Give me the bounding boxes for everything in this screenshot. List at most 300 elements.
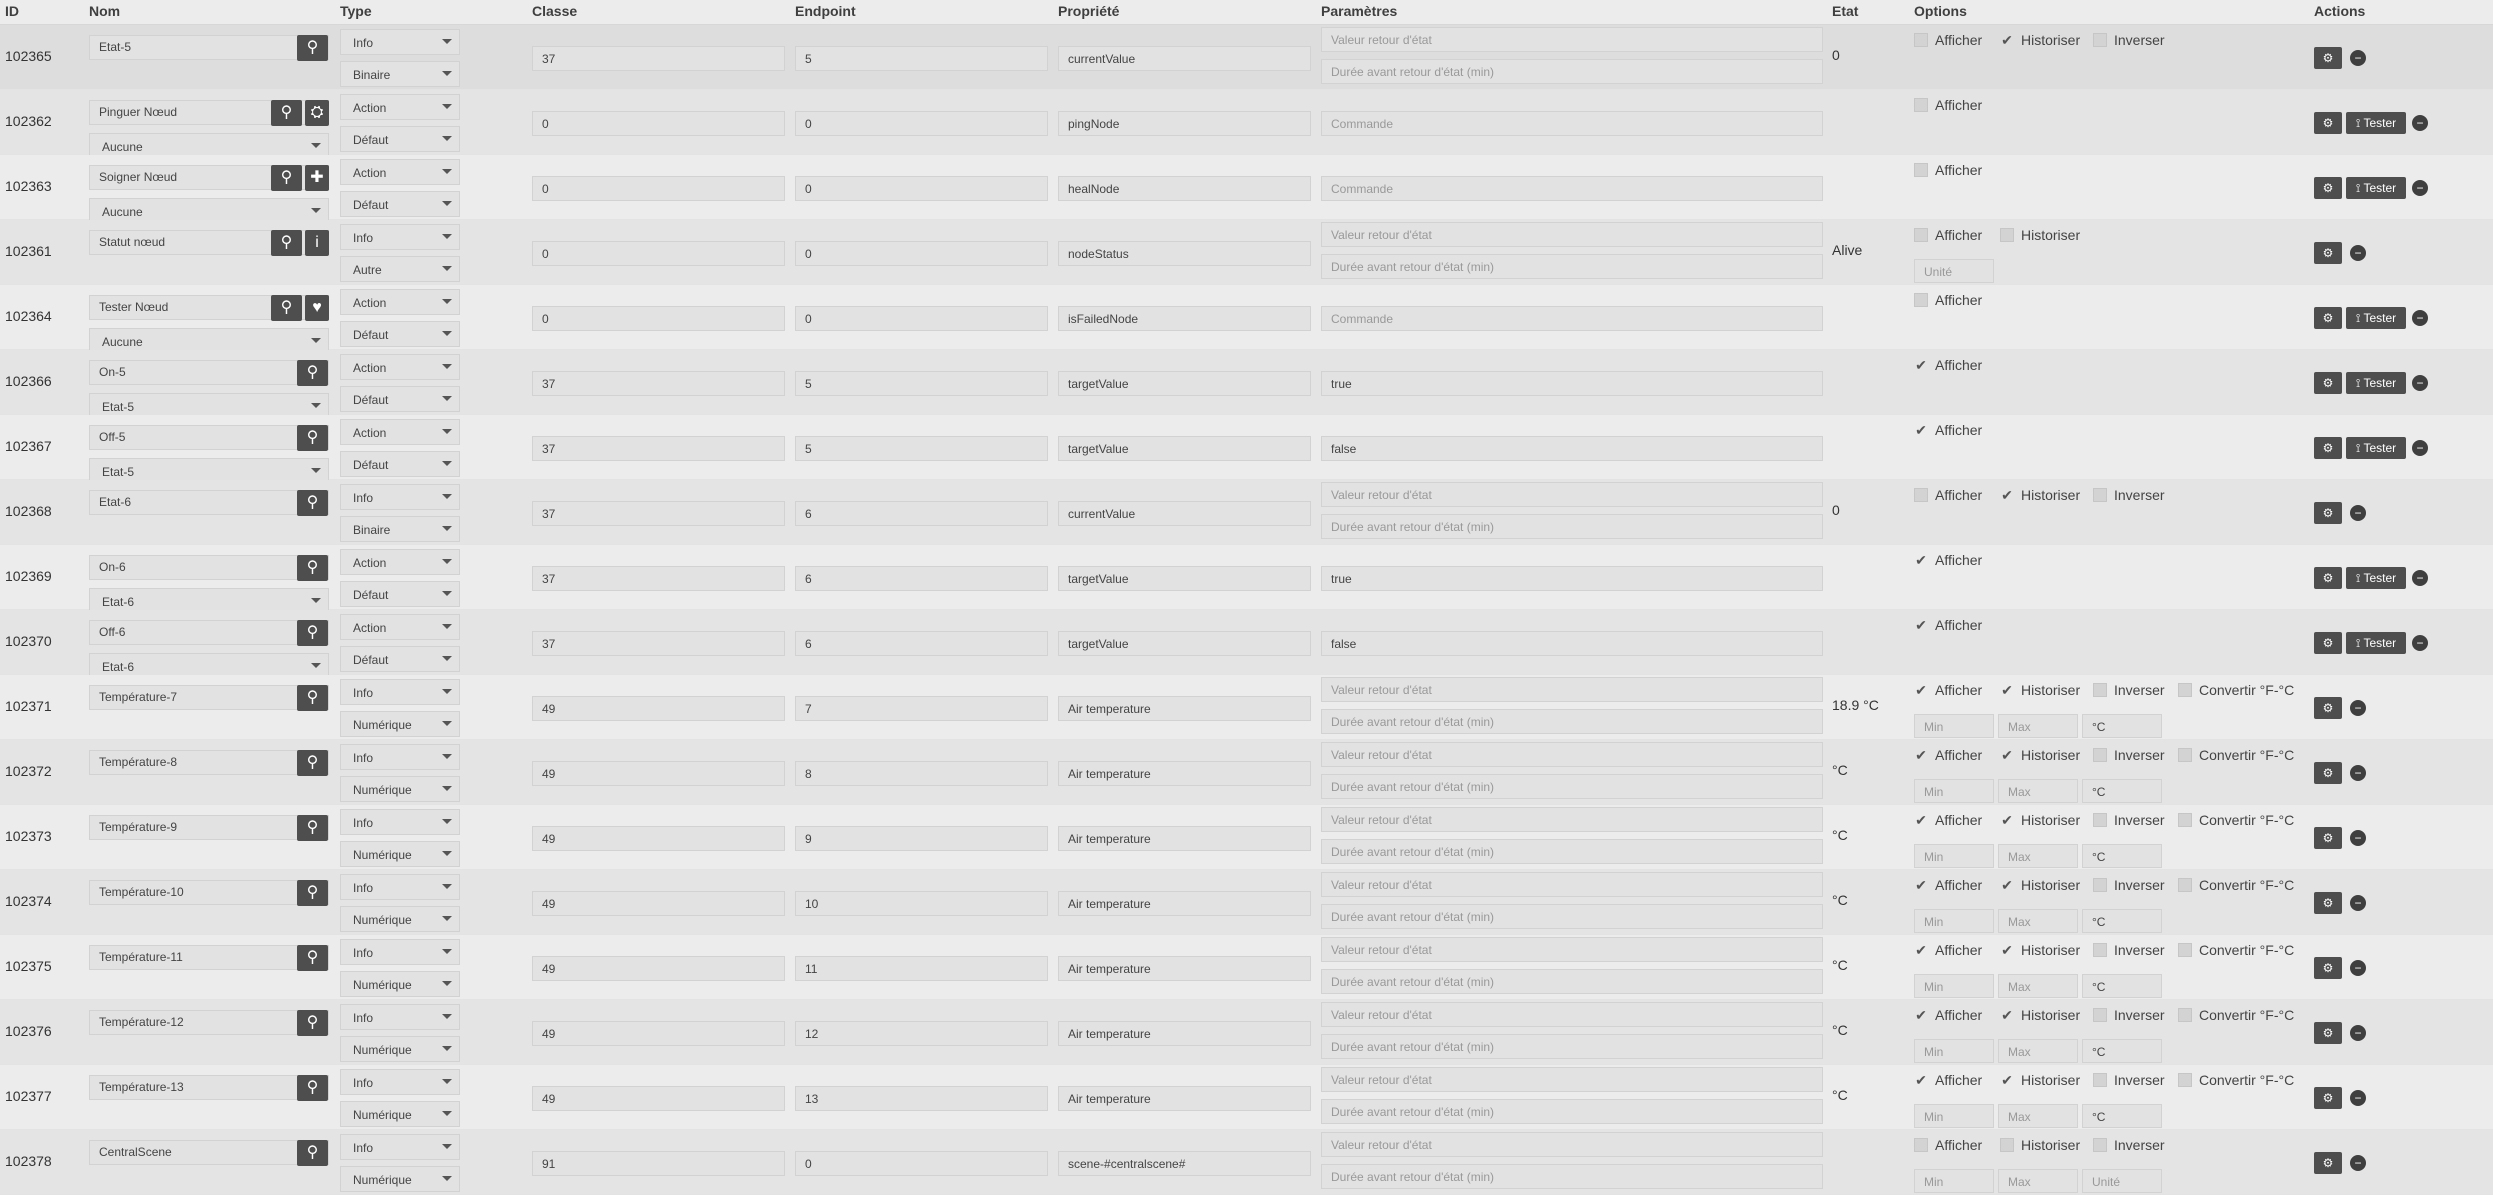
configure-button[interactable]: ⚙	[2314, 632, 2342, 654]
commande-input[interactable]: Commande	[1321, 176, 1823, 201]
propriete-input[interactable]: Air temperature	[1058, 696, 1311, 721]
name-input[interactable]: Off-6	[89, 620, 329, 645]
valeur-retour-input[interactable]: Valeur retour d'état	[1321, 222, 1823, 247]
cmd-id: 102369	[5, 568, 52, 584]
unit-input[interactable]: °C	[2082, 1104, 2162, 1128]
remove-icon[interactable]: −	[2412, 180, 2428, 196]
subtype-select[interactable]: Numérique	[340, 1036, 460, 1062]
header-classe: Classe	[532, 3, 578, 19]
max-input[interactable]: Max	[1998, 1169, 2078, 1193]
test-button[interactable]: ⟟ Tester	[2346, 112, 2406, 134]
option-afficher[interactable]: ✔ Afficher	[1915, 942, 1983, 958]
configure-button[interactable]: ⚙	[2314, 892, 2342, 914]
valeur-retour-input[interactable]: Valeur retour d'état	[1321, 937, 1823, 962]
select-icon-button[interactable]: ⚲	[297, 360, 328, 386]
test-button[interactable]: ⟟ Tester	[2346, 372, 2406, 394]
type-select[interactable]: Action	[340, 354, 460, 380]
classe-input[interactable]: 37	[532, 631, 785, 656]
type-select[interactable]: Info	[340, 874, 460, 900]
name-input[interactable]: CentralScene	[89, 1140, 329, 1165]
name-input[interactable]: Température-11	[89, 945, 329, 970]
test-button[interactable]: ⟟ Tester	[2346, 567, 2406, 589]
max-input[interactable]: Max	[1998, 1039, 2078, 1063]
classe-input[interactable]: 0	[532, 241, 785, 266]
duree-retour-input[interactable]: Durée avant retour d'état (min)	[1321, 969, 1823, 994]
option-historiser[interactable]: ✔ Historiser	[2001, 747, 2081, 763]
select-icon-button[interactable]: ⚲	[271, 100, 302, 126]
type-select[interactable]: Info	[340, 1134, 460, 1160]
type-select[interactable]: Action	[340, 289, 460, 315]
duree-retour-input[interactable]: Durée avant retour d'état (min)	[1321, 839, 1823, 864]
name-input[interactable]: Pinguer Nœud	[89, 100, 329, 125]
valeur-retour-input[interactable]: Valeur retour d'état	[1321, 27, 1823, 52]
parametre-input[interactable]: false	[1321, 436, 1823, 461]
select-icon-button[interactable]: ⚲	[297, 750, 328, 776]
name-input[interactable]: Température-9	[89, 815, 329, 840]
option-convertir[interactable]: Convertir °F-°C	[2178, 1007, 2294, 1023]
remove-icon[interactable]: −	[2412, 570, 2428, 586]
table-row	[0, 805, 2493, 870]
option-afficher[interactable]: Afficher	[1914, 162, 1982, 178]
option-afficher[interactable]: Afficher	[1914, 227, 1982, 243]
select-icon-button[interactable]: ⚲	[297, 1140, 328, 1166]
endpoint-input[interactable]: 5	[795, 46, 1048, 71]
value-select[interactable]: Aucune	[89, 198, 329, 224]
option-afficher[interactable]: ✔ Afficher	[1915, 1072, 1983, 1088]
endpoint-input[interactable]: 13	[795, 1086, 1048, 1111]
remove-icon[interactable]: −	[2412, 375, 2428, 391]
remove-icon[interactable]: −	[2412, 635, 2428, 651]
header-actions: Actions	[2314, 3, 2366, 19]
subtype-select[interactable]: Numérique	[340, 971, 460, 997]
option-inverser[interactable]: Inverser	[2093, 812, 2165, 828]
propriete-input[interactable]: pingNode	[1058, 111, 1311, 136]
min-input[interactable]: Min	[1914, 1169, 1994, 1193]
propriete-input[interactable]: Air temperature	[1058, 1021, 1311, 1046]
propriete-input[interactable]: nodeStatus	[1058, 241, 1311, 266]
parametre-input[interactable]: true	[1321, 566, 1823, 591]
checkbox-icon	[2178, 683, 2192, 697]
propriete-input[interactable]: Air temperature	[1058, 826, 1311, 851]
configure-button[interactable]: ⚙	[2314, 1087, 2342, 1109]
propriete-input[interactable]: Air temperature	[1058, 956, 1311, 981]
classe-input[interactable]: 37	[532, 566, 785, 591]
checkbox-icon	[2000, 1138, 2014, 1152]
valeur-retour-input[interactable]: Valeur retour d'état	[1321, 1002, 1823, 1027]
select-icon-button[interactable]: ⚲	[297, 685, 328, 711]
name-input[interactable]: Température-8	[89, 750, 329, 775]
min-input[interactable]: Min	[1914, 779, 1994, 803]
remove-icon[interactable]: −	[2350, 830, 2366, 846]
propriete-input[interactable]: targetValue	[1058, 566, 1311, 591]
endpoint-input[interactable]: 6	[795, 631, 1048, 656]
unit-input[interactable]: °C	[2082, 779, 2162, 803]
commande-input[interactable]: Commande	[1321, 306, 1823, 331]
configure-button[interactable]: ⚙	[2314, 1152, 2342, 1174]
value-select[interactable]: Aucune	[89, 133, 329, 159]
table-row	[0, 545, 2493, 610]
duree-retour-input[interactable]: Durée avant retour d'état (min)	[1321, 254, 1823, 279]
option-afficher[interactable]: ✔ Afficher	[1915, 422, 1983, 438]
test-button[interactable]: ⟟ Tester	[2346, 632, 2406, 654]
option-afficher[interactable]: ✔ Afficher	[1915, 682, 1983, 698]
subtype-select[interactable]: Défaut	[340, 451, 460, 477]
type-select[interactable]: Info	[340, 744, 460, 770]
value-select[interactable]: Aucune	[89, 328, 329, 354]
max-input[interactable]: Max	[1998, 779, 2078, 803]
subtype-select[interactable]: Défaut	[340, 386, 460, 412]
endpoint-input[interactable]: 9	[795, 826, 1048, 851]
select-icon-button[interactable]: ⚲	[271, 295, 302, 321]
classe-input[interactable]: 0	[532, 176, 785, 201]
valeur-retour-input[interactable]: Valeur retour d'état	[1321, 742, 1823, 767]
option-afficher[interactable]: ✔ Afficher	[1915, 877, 1983, 893]
cmd-id: 102361	[5, 243, 52, 259]
select-icon-button[interactable]: ⚲	[271, 165, 302, 191]
name-input[interactable]: Température-12	[89, 1010, 329, 1035]
unit-input[interactable]: °C	[2082, 714, 2162, 738]
subtype-select[interactable]: Défaut	[340, 191, 460, 217]
duree-retour-input[interactable]: Durée avant retour d'état (min)	[1321, 709, 1823, 734]
endpoint-input[interactable]: 0	[795, 241, 1048, 266]
heartbeat-icon[interactable]: ♥	[305, 295, 329, 321]
configure-button[interactable]: ⚙	[2314, 1022, 2342, 1044]
classe-input[interactable]: 49	[532, 1086, 785, 1111]
checkbox-icon	[2178, 943, 2192, 957]
subtype-select[interactable]: Numérique	[340, 711, 460, 737]
value-select[interactable]: Etat-5	[89, 458, 329, 484]
endpoint-input[interactable]: 5	[795, 371, 1048, 396]
table-row	[0, 1130, 2493, 1195]
max-input[interactable]: Max	[1998, 974, 2078, 998]
subtype-select[interactable]: Défaut	[340, 126, 460, 152]
table-header	[0, 0, 2493, 25]
unit-input[interactable]: °C	[2082, 1039, 2162, 1063]
select-icon-button[interactable]: ⚲	[271, 230, 302, 256]
subtype-select[interactable]: Numérique	[340, 776, 460, 802]
cmd-id: 102376	[5, 1023, 52, 1039]
option-inverser[interactable]: Inverser	[2093, 942, 2165, 958]
classe-input[interactable]: 37	[532, 436, 785, 461]
propriete-input[interactable]: Air temperature	[1058, 1086, 1311, 1111]
option-inverser[interactable]: Inverser	[2093, 1007, 2165, 1023]
endpoint-input[interactable]: 7	[795, 696, 1048, 721]
endpoint-input[interactable]: 0	[795, 306, 1048, 331]
option-afficher[interactable]: Afficher	[1914, 487, 1982, 503]
duree-retour-input[interactable]: Durée avant retour d'état (min)	[1321, 59, 1823, 84]
classe-input[interactable]: 37	[532, 371, 785, 396]
subtype-select[interactable]: Binaire	[340, 516, 460, 542]
option-afficher[interactable]: ✔ Afficher	[1915, 357, 1983, 373]
endpoint-input[interactable]: 0	[795, 111, 1048, 136]
name-input[interactable]: Soigner Nœud	[89, 165, 329, 190]
option-afficher[interactable]: Afficher	[1914, 97, 1982, 113]
option-inverser[interactable]: Inverser	[2093, 32, 2165, 48]
unit-input[interactable]: °C	[2082, 974, 2162, 998]
classe-input[interactable]: 37	[532, 501, 785, 526]
min-input[interactable]: Min	[1914, 1104, 1994, 1128]
option-historiser[interactable]: ✔ Historiser	[2001, 877, 2081, 893]
min-input[interactable]: Min	[1914, 844, 1994, 868]
subtype-select[interactable]: Numérique	[340, 1101, 460, 1127]
sitemap-icon[interactable]: ⛭	[305, 100, 329, 126]
subtype-select[interactable]: Défaut	[340, 321, 460, 347]
option-historiser[interactable]: Historiser	[2000, 1137, 2080, 1153]
configure-button[interactable]: ⚙	[2314, 697, 2342, 719]
duree-retour-input[interactable]: Durée avant retour d'état (min)	[1321, 1164, 1823, 1189]
propriete-input[interactable]: currentValue	[1058, 501, 1311, 526]
propriete-input[interactable]: targetValue	[1058, 631, 1311, 656]
propriete-input[interactable]: targetValue	[1058, 436, 1311, 461]
unit-input[interactable]: Unité	[1914, 259, 1994, 283]
check-icon: ✔	[2001, 812, 2013, 828]
commande-input[interactable]: Commande	[1321, 111, 1823, 136]
min-input[interactable]: Min	[1914, 974, 1994, 998]
option-convertir[interactable]: Convertir °F-°C	[2178, 747, 2294, 763]
valeur-retour-input[interactable]: Valeur retour d'état	[1321, 1067, 1823, 1092]
select-icon-button[interactable]: ⚲	[297, 815, 328, 841]
option-historiser[interactable]: ✔ Historiser	[2001, 682, 2081, 698]
name-input[interactable]: Température-13	[89, 1075, 329, 1100]
option-historiser[interactable]: ✔ Historiser	[2001, 487, 2081, 503]
option-inverser[interactable]: Inverser	[2093, 1072, 2165, 1088]
subtype-select[interactable]: Défaut	[340, 646, 460, 672]
classe-input[interactable]: 0	[532, 111, 785, 136]
option-convertir[interactable]: Convertir °F-°C	[2178, 942, 2294, 958]
option-historiser[interactable]: ✔ Historiser	[2001, 1007, 2081, 1023]
type-select[interactable]: Info	[340, 484, 460, 510]
duree-retour-input[interactable]: Durée avant retour d'état (min)	[1321, 1099, 1823, 1124]
unit-input[interactable]: Unité	[2082, 1169, 2162, 1193]
unit-input[interactable]: °C	[2082, 844, 2162, 868]
remove-icon[interactable]: −	[2350, 1155, 2366, 1171]
propriete-input[interactable]: Air temperature	[1058, 761, 1311, 786]
subtype-select[interactable]: Binaire	[340, 61, 460, 87]
valeur-retour-input[interactable]: Valeur retour d'état	[1321, 1132, 1823, 1157]
name-input[interactable]: Température-10	[89, 880, 329, 905]
classe-input[interactable]: 49	[532, 696, 785, 721]
remove-icon[interactable]: −	[2412, 310, 2428, 326]
remove-icon[interactable]: −	[2350, 50, 2366, 66]
remove-icon[interactable]: −	[2412, 115, 2428, 131]
remove-icon[interactable]: −	[2350, 700, 2366, 716]
classe-input[interactable]: 49	[532, 1021, 785, 1046]
type-select[interactable]: Info	[340, 29, 460, 55]
option-inverser[interactable]: Inverser	[2093, 682, 2165, 698]
type-select[interactable]: Info	[340, 679, 460, 705]
select-icon-button[interactable]: ⚲	[297, 555, 328, 581]
valeur-retour-input[interactable]: Valeur retour d'état	[1321, 872, 1823, 897]
option-convertir[interactable]: Convertir °F-°C	[2178, 1072, 2294, 1088]
table-row	[0, 1065, 2493, 1130]
remove-icon[interactable]: −	[2350, 1090, 2366, 1106]
option-inverser[interactable]: Inverser	[2093, 487, 2165, 503]
remove-icon[interactable]: −	[2350, 895, 2366, 911]
classe-input[interactable]: 0	[532, 306, 785, 331]
select-icon-button[interactable]: ⚲	[297, 425, 328, 451]
option-afficher[interactable]: Afficher	[1914, 32, 1982, 48]
endpoint-input[interactable]: 5	[795, 436, 1048, 461]
select-icon-button[interactable]: ⚲	[297, 880, 328, 906]
test-button[interactable]: ⟟ Tester	[2346, 437, 2406, 459]
table-row	[0, 1000, 2493, 1065]
type-select[interactable]: Info	[340, 224, 460, 250]
configure-button[interactable]: ⚙	[2314, 112, 2342, 134]
classe-input[interactable]: 49	[532, 761, 785, 786]
type-select[interactable]: Action	[340, 159, 460, 185]
configure-button[interactable]: ⚙	[2314, 827, 2342, 849]
endpoint-input[interactable]: 10	[795, 891, 1048, 916]
option-convertir[interactable]: Convertir °F-°C	[2178, 877, 2294, 893]
type-select[interactable]: Info	[340, 1004, 460, 1030]
propriete-input[interactable]: Air temperature	[1058, 891, 1311, 916]
configure-button[interactable]: ⚙	[2314, 307, 2342, 329]
remove-icon[interactable]: −	[2350, 765, 2366, 781]
name-input[interactable]: Off-5	[89, 425, 329, 450]
remove-icon[interactable]: −	[2350, 245, 2366, 261]
configure-button[interactable]: ⚙	[2314, 762, 2342, 784]
remove-icon[interactable]: −	[2350, 505, 2366, 521]
select-icon-button[interactable]: ⚲	[297, 1075, 328, 1101]
type-select[interactable]: Action	[340, 549, 460, 575]
propriete-input[interactable]: currentValue	[1058, 46, 1311, 71]
table-row	[0, 675, 2493, 740]
configure-button[interactable]: ⚙	[2314, 372, 2342, 394]
endpoint-input[interactable]: 11	[795, 956, 1048, 981]
endpoint-input[interactable]: 6	[795, 566, 1048, 591]
configure-button[interactable]: ⚙	[2314, 957, 2342, 979]
duree-retour-input[interactable]: Durée avant retour d'état (min)	[1321, 774, 1823, 799]
test-button[interactable]: ⟟ Tester	[2346, 177, 2406, 199]
select-icon-button[interactable]: ⚲	[297, 620, 328, 646]
subtype-select[interactable]: Défaut	[340, 581, 460, 607]
option-inverser[interactable]: Inverser	[2093, 747, 2165, 763]
propriete-input[interactable]: healNode	[1058, 176, 1311, 201]
option-historiser[interactable]: ✔ Historiser	[2001, 942, 2081, 958]
configure-button[interactable]: ⚙	[2314, 502, 2342, 524]
select-icon-button[interactable]: ⚲	[297, 1010, 328, 1036]
parametre-input[interactable]: true	[1321, 371, 1823, 396]
option-inverser[interactable]: Inverser	[2093, 877, 2165, 893]
valeur-retour-input[interactable]: Valeur retour d'état	[1321, 482, 1823, 507]
propriete-input[interactable]: scene-#centralscene#	[1058, 1151, 1311, 1176]
option-convertir[interactable]: Convertir °F-°C	[2178, 812, 2294, 828]
subtype-select[interactable]: Numérique	[340, 906, 460, 932]
medkit-icon[interactable]: ✚	[305, 165, 329, 191]
option-afficher[interactable]: ✔ Afficher	[1915, 747, 1983, 763]
option-afficher[interactable]: ✔ Afficher	[1915, 1007, 1983, 1023]
option-afficher[interactable]: Afficher	[1914, 292, 1982, 308]
unit-input[interactable]: °C	[2082, 909, 2162, 933]
endpoint-input[interactable]: 12	[795, 1021, 1048, 1046]
option-historiser[interactable]: ✔ Historiser	[2001, 812, 2081, 828]
type-select[interactable]: Info	[340, 809, 460, 835]
valeur-retour-input[interactable]: Valeur retour d'état	[1321, 677, 1823, 702]
max-input[interactable]: Max	[1998, 1104, 2078, 1128]
min-input[interactable]: Min	[1914, 909, 1994, 933]
state-value: °C	[1832, 762, 1848, 778]
type-select[interactable]: Action	[340, 94, 460, 120]
name-input[interactable]: Etat-6	[89, 490, 329, 515]
name-input[interactable]: On-5	[89, 360, 329, 385]
option-convertir[interactable]: Convertir °F-°C	[2178, 682, 2294, 698]
propriete-input[interactable]: isFailedNode	[1058, 306, 1311, 331]
state-value: °C	[1832, 827, 1848, 843]
configure-button[interactable]: ⚙	[2314, 567, 2342, 589]
option-afficher[interactable]: ✔ Afficher	[1915, 617, 1983, 633]
option-historiser[interactable]: ✔ Historiser	[2001, 32, 2081, 48]
min-input[interactable]: Min	[1914, 1039, 1994, 1063]
configure-button[interactable]: ⚙	[2314, 47, 2342, 69]
max-input[interactable]: Max	[1998, 844, 2078, 868]
table-row	[0, 935, 2493, 1000]
max-input[interactable]: Max	[1998, 714, 2078, 738]
option-afficher[interactable]: ✔ Afficher	[1915, 812, 1983, 828]
remove-icon[interactable]: −	[2350, 1025, 2366, 1041]
classe-input[interactable]: 91	[532, 1151, 785, 1176]
classe-input[interactable]: 49	[532, 956, 785, 981]
endpoint-input[interactable]: 0	[795, 176, 1048, 201]
subtype-select[interactable]: Numérique	[340, 1166, 460, 1192]
duree-retour-input[interactable]: Durée avant retour d'état (min)	[1321, 1034, 1823, 1059]
name-input[interactable]: Tester Nœud	[89, 295, 329, 320]
min-input[interactable]: Min	[1914, 714, 1994, 738]
select-icon-button[interactable]: ⚲	[297, 35, 328, 61]
select-icon-button[interactable]: ⚲	[297, 945, 328, 971]
name-input[interactable]: On-6	[89, 555, 329, 580]
classe-input[interactable]: 49	[532, 826, 785, 851]
classe-input[interactable]: 37	[532, 46, 785, 71]
configure-button[interactable]: ⚙	[2314, 242, 2342, 264]
name-input[interactable]: Statut nœud	[89, 230, 329, 255]
endpoint-input[interactable]: 8	[795, 761, 1048, 786]
parametre-input[interactable]: false	[1321, 631, 1823, 656]
value-select[interactable]: Etat-6	[89, 653, 329, 679]
option-afficher[interactable]: Afficher	[1914, 1137, 1982, 1153]
type-select[interactable]: Info	[340, 1069, 460, 1095]
value-select[interactable]: Etat-6	[89, 588, 329, 614]
type-select[interactable]: Action	[340, 614, 460, 640]
info-icon[interactable]: i	[305, 230, 329, 256]
name-input[interactable]: Etat-5	[89, 35, 329, 60]
option-afficher[interactable]: ✔ Afficher	[1915, 552, 1983, 568]
endpoint-input[interactable]: 6	[795, 501, 1048, 526]
endpoint-input[interactable]: 0	[795, 1151, 1048, 1176]
duree-retour-input[interactable]: Durée avant retour d'état (min)	[1321, 514, 1823, 539]
subtype-select[interactable]: Autre	[340, 256, 460, 282]
duree-retour-input[interactable]: Durée avant retour d'état (min)	[1321, 904, 1823, 929]
classe-input[interactable]: 49	[532, 891, 785, 916]
name-input[interactable]: Température-7	[89, 685, 329, 710]
type-select[interactable]: Action	[340, 419, 460, 445]
option-inverser[interactable]: Inverser	[2093, 1137, 2165, 1153]
value-select[interactable]: Etat-5	[89, 393, 329, 419]
select-icon-button[interactable]: ⚲	[297, 490, 328, 516]
type-select[interactable]: Info	[340, 939, 460, 965]
remove-icon[interactable]: −	[2350, 960, 2366, 976]
test-button[interactable]: ⟟ Tester	[2346, 307, 2406, 329]
option-historiser[interactable]: Historiser	[2000, 227, 2080, 243]
valeur-retour-input[interactable]: Valeur retour d'état	[1321, 807, 1823, 832]
option-historiser[interactable]: ✔ Historiser	[2001, 1072, 2081, 1088]
propriete-input[interactable]: targetValue	[1058, 371, 1311, 396]
remove-icon[interactable]: −	[2412, 440, 2428, 456]
subtype-select[interactable]: Numérique	[340, 841, 460, 867]
checkbox-icon	[2000, 228, 2014, 242]
configure-button[interactable]: ⚙	[2314, 437, 2342, 459]
configure-button[interactable]: ⚙	[2314, 177, 2342, 199]
max-input[interactable]: Max	[1998, 909, 2078, 933]
